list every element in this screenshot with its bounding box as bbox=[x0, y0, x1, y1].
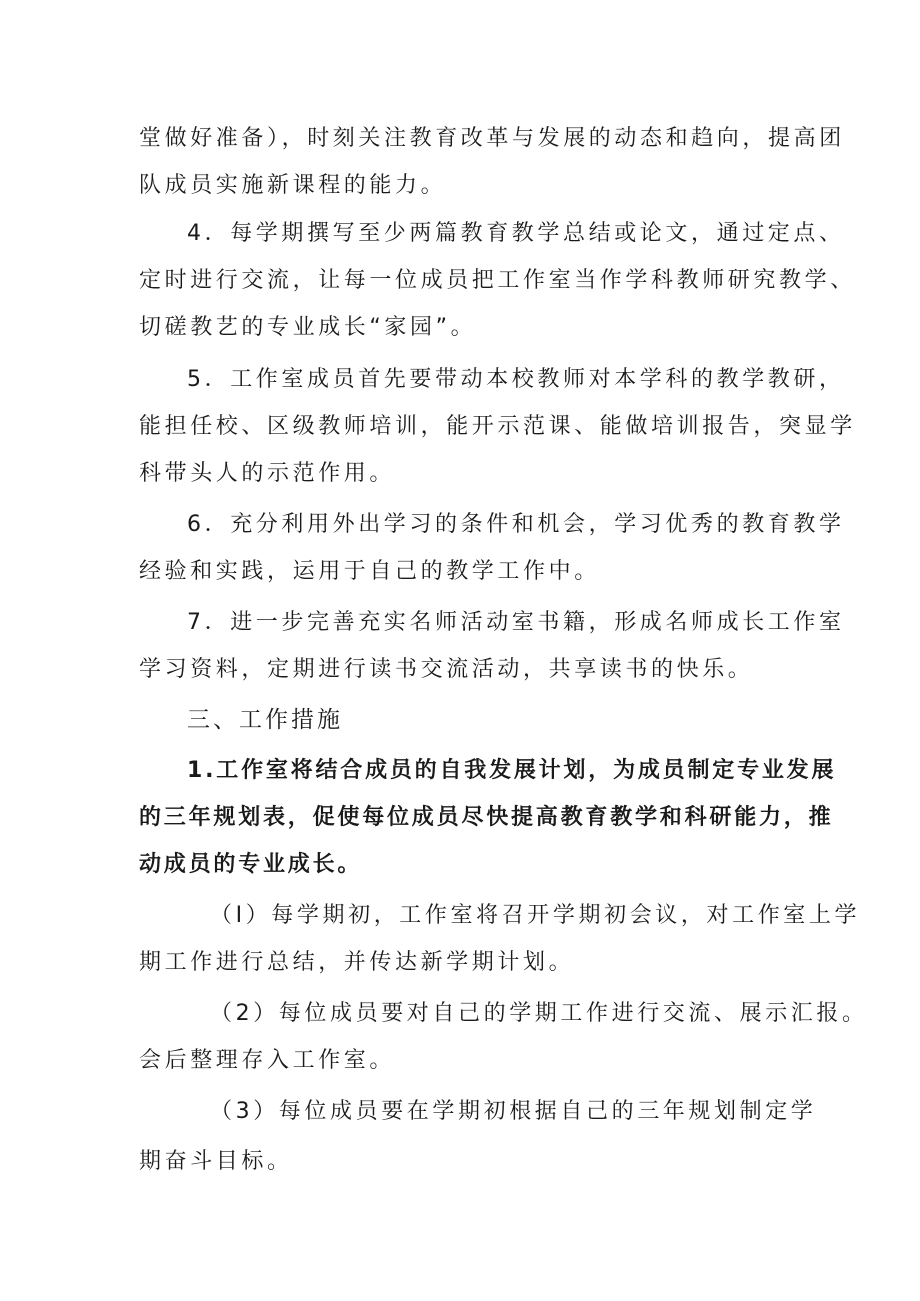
text-line: 定时进行交流，让每一位成员把工作室当作学科教师研究教学、 bbox=[139, 268, 856, 293]
text-line: 切磋教艺的专业成长“家园”。 bbox=[139, 315, 477, 340]
bold-text-line: 动成员的专业成长。 bbox=[139, 852, 363, 877]
bold-text-line: 1.工作室将结合成员的自我发展计划，为成员制定专业发展 bbox=[187, 758, 837, 783]
section-heading: 三、工作措施 bbox=[187, 707, 343, 733]
text-line: （I）每学期初，工作室将召开学期初会议，对工作室上学 bbox=[210, 903, 861, 928]
text-line: （2）每位成员要对自己的学期工作进行交流、展示汇报。 bbox=[210, 1001, 868, 1026]
text-line: 4．每学期撰写至少两篇教育教学总结或论文，通过定点、 bbox=[187, 221, 845, 246]
text-line: 能担任校、区级教师培训，能开示范课、能做培训报告，突显学 bbox=[139, 414, 856, 439]
text-line: 经验和实践，运用于自己的教学工作中。 bbox=[139, 559, 600, 584]
text-line: 堂做好准备），时刻关注教育改革与发展的动态和趋向，提高团 bbox=[139, 126, 845, 151]
bold-text-line: 的三年规划表，促使每位成员尽快提高教育教学和科研能力，推 bbox=[139, 805, 834, 830]
text-line: 期奋斗目标。 bbox=[139, 1149, 293, 1174]
text-line: 5．工作室成员首先要带动本校教师对本学科的教学教研， bbox=[187, 367, 845, 392]
text-line: 学习资料，定期进行读书交流活动，共享读书的快乐。 bbox=[139, 657, 754, 682]
text-line: 队成员实施新课程的能力。 bbox=[139, 173, 447, 198]
text-line: 科带头人的示范作用。 bbox=[139, 461, 396, 486]
text-line: 6．充分利用外出学习的条件和机会，学习优秀的教育教学 bbox=[187, 512, 845, 537]
text-line: 7．进一步完善充实名师活动室书籍，形成名师成长工作室 bbox=[187, 610, 845, 635]
text-line: 会后整理存入工作室。 bbox=[139, 1048, 396, 1073]
text-line: 期工作进行总结，并传达新学期计划。 bbox=[139, 950, 575, 975]
text-line: （3）每位成员要在学期初根据自己的三年规划制定学 bbox=[210, 1099, 817, 1124]
